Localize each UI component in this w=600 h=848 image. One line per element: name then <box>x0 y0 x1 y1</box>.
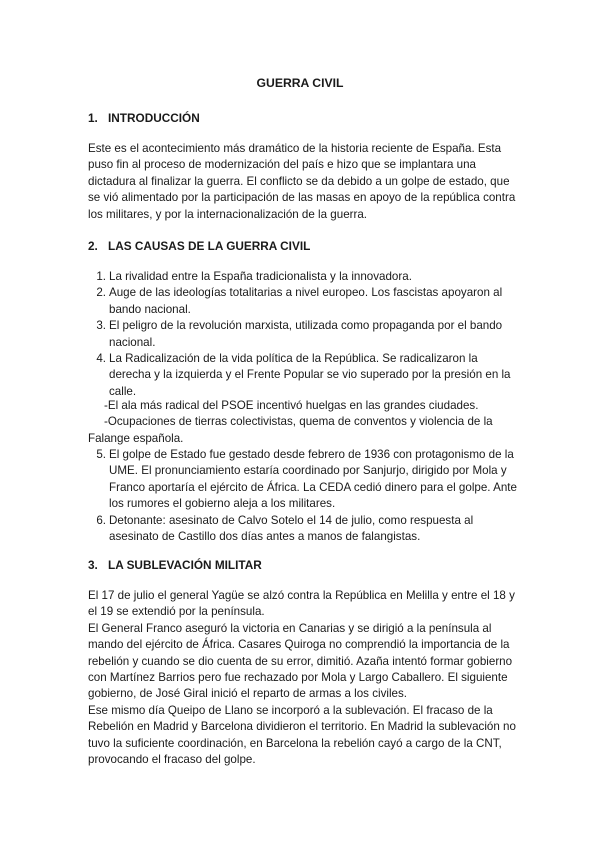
list-number: 5. <box>96 448 106 461</box>
section-number: 3. <box>88 558 98 572</box>
document-title: GUERRA CIVIL <box>256 76 344 90</box>
uprising-paragraph: El 17 de julio el general Yagüe se alzó contra la República en Melilla y entre el 18 y el 19 se extendió por la península. <box>88 589 515 619</box>
causes-list <box>88 269 518 400</box>
list-number: 1. <box>96 270 106 283</box>
uprising-paragraph: Ese mismo día Queipo de Llano se incorporó a la sublevación. El fracaso de la Rebelión en Madrid y Barcelona dividieron el territorio. En Madrid la sublevación no tuvo la suficiente coordinación, en Barcelona la rebelión cayó a cargo de la CNT, provocando el fracaso del golpe. <box>88 703 516 767</box>
section-number: 1. <box>88 111 98 125</box>
uprising-text <box>88 588 518 768</box>
section-title: LAS CAUSAS DE LA GUERRA CIVIL <box>108 239 311 253</box>
section-number: 2. <box>88 239 98 253</box>
list-text: El peligro de la revolución marxista, utilizada como propaganda por el bando nacional. <box>109 319 503 349</box>
list-number: 2. <box>96 286 106 300</box>
intro-paragraph: Este es el acontecimiento más dramático de la historia reciente de España. Esta puso fin al proceso de modernización del país e hizo que se implantara una dictadura al finalizar la guerra. El conflicto se da debido a un golpe de estado, que se vió alimentado por la participación de las masas en apoyo de la república contra los militares, y por la internacionalización de la guerra. <box>88 142 516 221</box>
list-item <box>88 269 518 285</box>
causes-list-continued <box>88 447 518 545</box>
list-item <box>88 285 518 318</box>
list-number: 4. <box>96 352 106 366</box>
list-text: La Radicalización de la vida política de la República. Se radicalizaron la derecha y la izquierda y el Frente Popular se vio superado por la presión en la calle. <box>109 352 511 398</box>
list-text: El golpe de Estado fue gestado desde febrero de 1936 con protagonismo de la UME. El pronunciamiento estaría coordinado por Sanjurjo, dirigido por Mola y Franco aportaría el ejército de África. La CEDA cedió dinero para el golpe. Ante los rumores el gobierno aleja a los militares. <box>109 448 517 511</box>
section-heading-causas <box>88 238 310 254</box>
list-item <box>88 447 518 513</box>
list-text: Auge de las ideologías totalitarias a nivel europeo. Los fascistas apoyaron al bando nacional. <box>109 286 503 316</box>
cause-4-subpoint: -El ala más radical del PSOE incentivó huelgas en las grandes ciudades. <box>104 399 479 412</box>
list-item <box>88 513 518 546</box>
list-number: 3. <box>96 319 106 333</box>
uprising-paragraph: El General Franco aseguró la victoria en Canarias y se dirigió a la península al mando del ejército de África. Casares Quiroga no comprendió la importancia de la rebelión y cuando se dio cuenta de su error, dimitió. Azaña intentó formar gobierno con Martínez Barrios pero fue rechazado por Mola y Largo Caballero. El siguiente gobierno, de José Giral inició el reparto de armas a los civiles. <box>88 621 513 701</box>
section-heading-sublevacion <box>88 557 262 573</box>
cause-4-subpoints <box>88 398 528 447</box>
section-title: INTRODUCCIÓN <box>108 111 200 125</box>
list-item <box>88 318 518 351</box>
list-number: 6. <box>96 513 106 527</box>
list-item <box>88 351 518 400</box>
cause-4-subpoint: -Ocupaciones de tierras colectivistas, quema de conventos y violencia de la Falange española. <box>88 415 493 445</box>
list-text: Detonante: asesinato de Calvo Sotelo el 14 de julio, como respuesta al asesinato de Castillo dos días antes a manos de falangistas. <box>109 513 474 544</box>
section-heading-introduccion <box>88 110 200 126</box>
section-title: LA SUBLEVACIÓN MILITAR <box>108 558 262 572</box>
list-text: La rivalidad entre la España tradicionalista y la innovadora. <box>109 270 412 283</box>
